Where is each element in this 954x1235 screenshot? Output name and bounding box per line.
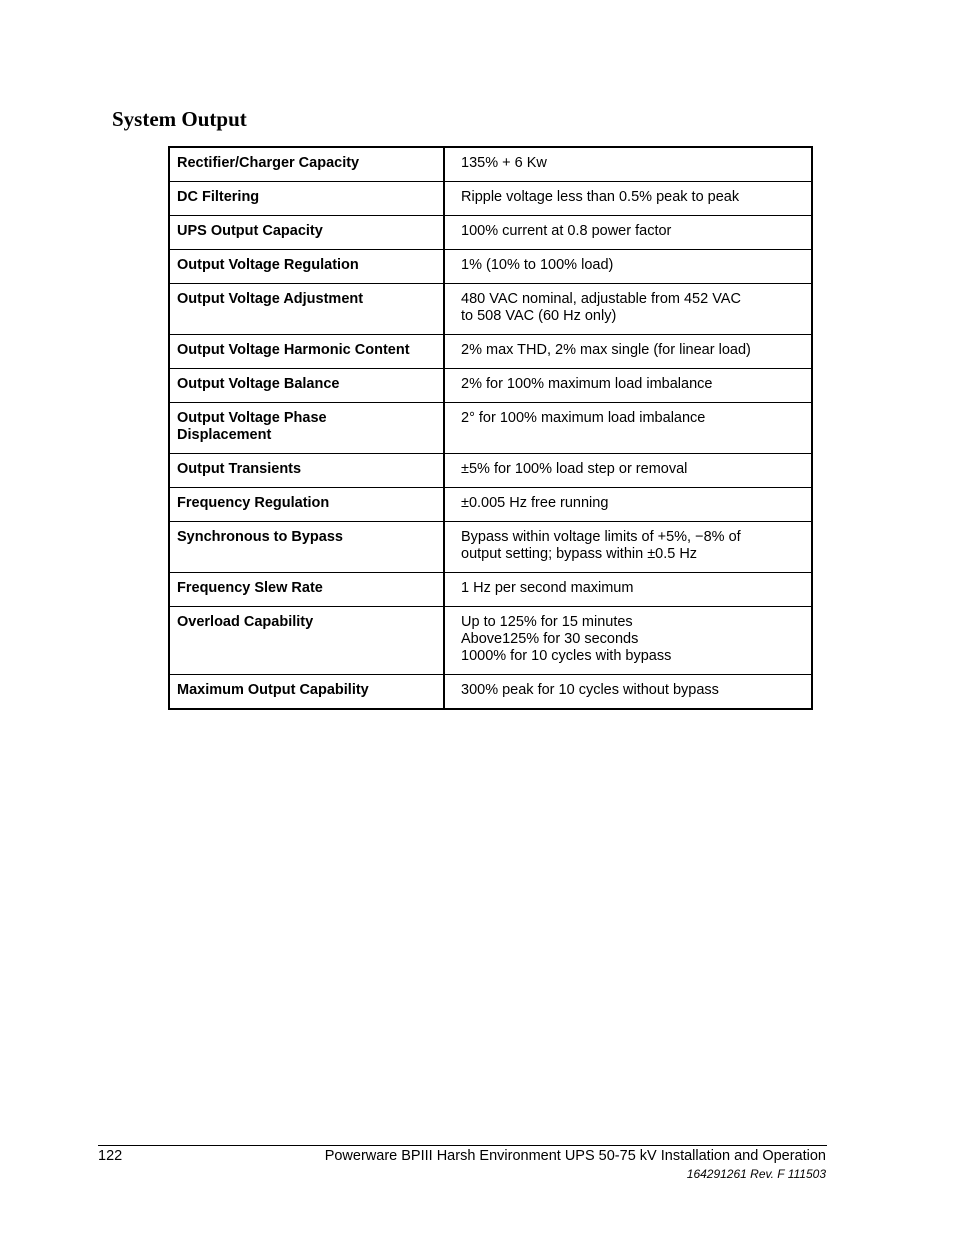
spec-value: 2% max THD, 2% max single (for linear load)	[444, 335, 812, 369]
spec-value: Bypass within voltage limits of +5%, −8% of output setting; bypass within ±0.5 Hz	[444, 522, 812, 573]
spec-value: 2° for 100% maximum load imbalance	[444, 403, 812, 454]
spec-value: Ripple voltage less than 0.5% peak to peak	[444, 182, 812, 216]
spec-label: Overload Capability	[169, 607, 444, 675]
table-row	[169, 454, 812, 488]
spec-value: 1 Hz per second maximum	[444, 573, 812, 607]
spec-value: 300% peak for 10 cycles without bypass	[444, 675, 812, 710]
table-row	[169, 522, 812, 573]
table-row	[169, 250, 812, 284]
spec-value: 1% (10% to 100% load)	[444, 250, 812, 284]
spec-label: UPS Output Capacity	[169, 216, 444, 250]
spec-label: Frequency Regulation	[169, 488, 444, 522]
table-row	[169, 216, 812, 250]
spec-value: ±5% for 100% load step or removal	[444, 454, 812, 488]
table-row	[169, 607, 812, 675]
footer-divider	[98, 1145, 827, 1146]
footer-revision: 164291261 Rev. F 111503	[686, 1167, 826, 1181]
table-row	[169, 335, 812, 369]
spec-label: Output Transients	[169, 454, 444, 488]
table-row	[169, 147, 812, 182]
spec-value: 2% for 100% maximum load imbalance	[444, 369, 812, 403]
spec-label: Maximum Output Capability	[169, 675, 444, 710]
spec-label: Output Voltage Regulation	[169, 250, 444, 284]
spec-label: Rectifier/Charger Capacity	[169, 147, 444, 182]
spec-value: 480 VAC nominal, adjustable from 452 VAC to 508 VAC (60 Hz only)	[444, 284, 812, 335]
system-output-table	[168, 146, 813, 710]
table-row	[169, 284, 812, 335]
spec-value: ±0.005 Hz free running	[444, 488, 812, 522]
table-row	[169, 182, 812, 216]
page-number: 122	[98, 1148, 123, 1164]
table-row	[169, 369, 812, 403]
spec-value: 135% + 6 Kw	[444, 147, 812, 182]
table-row	[169, 488, 812, 522]
spec-label: Frequency Slew Rate	[169, 573, 444, 607]
spec-value: 100% current at 0.8 power factor	[444, 216, 812, 250]
spec-label: Output Voltage Harmonic Content	[169, 335, 444, 369]
table-row	[169, 403, 812, 454]
table-row	[169, 573, 812, 607]
spec-label: Output Voltage Adjustment	[169, 284, 444, 335]
footer-doc-title: Powerware BPIII Harsh Environment UPS 50-75 kV Installation and Operation	[324, 1148, 826, 1164]
table-row	[169, 675, 812, 710]
spec-label: Output Voltage Phase Displacement	[169, 403, 444, 454]
spec-value: Up to 125% for 15 minutes Above125% for 30 seconds 1000% for 10 cycles with bypass	[444, 607, 812, 675]
spec-label: Synchronous to Bypass	[169, 522, 444, 573]
spec-label: DC Filtering	[169, 182, 444, 216]
spec-label: Output Voltage Balance	[169, 369, 444, 403]
section-title: System Output	[112, 107, 247, 131]
